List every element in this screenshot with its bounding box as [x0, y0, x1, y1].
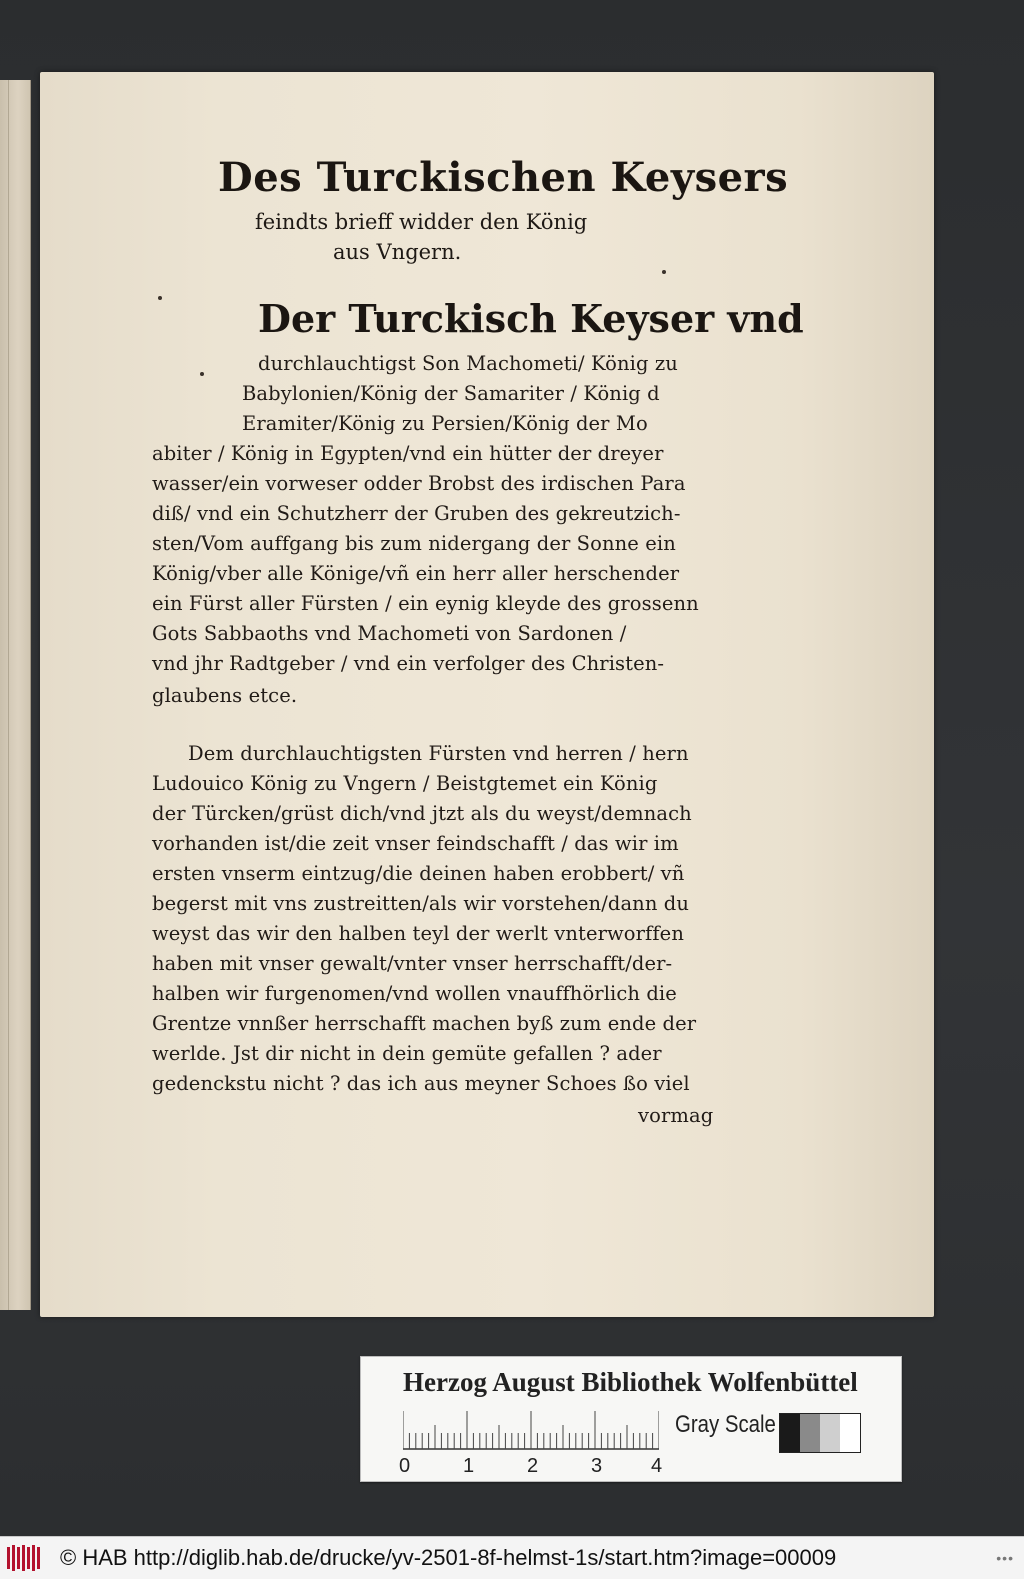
- gray-swatch: [820, 1414, 840, 1452]
- ruler-label-0: 0: [399, 1455, 411, 1477]
- text-line: ein Fürst aller Fürsten / ein eynig kleyde des grossenn: [152, 592, 699, 615]
- text-line: abiter / König in Egypten/vnd ein hütter der dreyer: [152, 442, 664, 465]
- text-line: glaubens etce.: [152, 684, 298, 707]
- text-line: gedenckstu nicht ? das ich aus meyner Schoes ßo viel: [152, 1072, 690, 1095]
- text-line: werlde. Jst dir nicht in dein gemüte gefallen ? ader: [152, 1042, 662, 1065]
- gray-swatch: [840, 1414, 860, 1452]
- text-line: Eramiter/König zu Persien/König der Mo: [242, 412, 648, 435]
- page-edge-line: [8, 80, 9, 1310]
- text-line: diß/ vnd ein Schutzherr der Gruben des gekreutzich-: [152, 502, 681, 525]
- previous-page-edge: [0, 80, 31, 1310]
- text-line: weyst das wir den halben teyl der werlt vnterworffen: [152, 922, 684, 945]
- ruler-label-4: 4: [651, 1455, 663, 1477]
- library-name: Herzog August Bibliothek Wolfenbüttel: [403, 1367, 858, 1397]
- grayscale-bar: [779, 1413, 861, 1453]
- text-line: halben wir furgenomen/vnd wollen vnauffhörlich die: [152, 982, 677, 1005]
- ruler-label-2: 2: [527, 1455, 539, 1477]
- gray-swatch: [800, 1414, 820, 1452]
- text-line: Grentze vnnßer herrschafft machen byß zum ende der: [152, 1012, 697, 1035]
- color-calibration-card: [360, 1356, 902, 1482]
- marginal-mark: [662, 270, 666, 274]
- text-line: der Türcken/grüst dich/vnd jtzt als du weyst/demnach: [152, 802, 692, 825]
- text-line: sten/Vom auffgang bis zum nidergang der Sonne ein: [152, 532, 676, 555]
- scale-ruler: [403, 1411, 659, 1451]
- text-line: Ludouico König zu Vngern / Beistgtemet ein König: [152, 772, 658, 795]
- ruler-label-1: 1: [463, 1455, 475, 1477]
- text-line: König/vber alle Könige/vñ ein herr aller herschender: [152, 562, 680, 585]
- page-title: Des Turckischen Keysers: [218, 154, 789, 201]
- catchword: vormag: [638, 1104, 714, 1127]
- text-line: begerst mit vns zustreitten/als wir vorstehen/dann du: [152, 892, 690, 915]
- gray-swatch: [780, 1414, 800, 1452]
- copyright-url[interactable]: © HAB http://diglib.hab.de/drucke/yv-2501-8f-helmst-1s/start.htm?image=00009: [60, 1545, 837, 1570]
- text-line: vorhanden ist/die zeit vnser feindschafft / das wir im: [152, 832, 679, 855]
- text-line: durchlauchtigst Son Machometi/ König zu: [258, 352, 678, 375]
- viewer-footer: [0, 1536, 1024, 1579]
- text-line: Dem durchlauchtigsten Fürsten vnd herren / hern: [188, 742, 689, 765]
- section-heading: Der Turckisch Keyser vnd: [258, 296, 804, 341]
- more-menu-icon[interactable]: •••: [996, 1550, 1014, 1566]
- text-line: haben mit vnser gewalt/vnter vnser herrschafft/der-: [152, 952, 673, 975]
- text-line: Gots Sabbaoths vnd Machometi von Sardonen /: [152, 622, 627, 645]
- text-line: Babylonien/König der Samariter / König d: [242, 382, 660, 405]
- text-line: wasser/ein vorweser odder Brobst des irdischen Para: [152, 472, 686, 495]
- hab-logo-icon: [6, 1543, 46, 1573]
- text-line: ersten vnserm eintzug/die deinen haben erobbert/ vñ: [152, 862, 685, 885]
- marginal-mark: [200, 372, 204, 376]
- ruler-label-3: 3: [591, 1455, 603, 1477]
- text-line: vnd jhr Radtgeber / vnd ein verfolger des Christen-: [152, 652, 665, 675]
- subtitle-line-2: aus Vngern.: [333, 240, 462, 264]
- marginal-mark: [158, 296, 162, 300]
- grayscale-label: Gray Scale: [675, 1411, 776, 1438]
- subtitle-line-1: feindts brieff widder den König: [255, 210, 588, 234]
